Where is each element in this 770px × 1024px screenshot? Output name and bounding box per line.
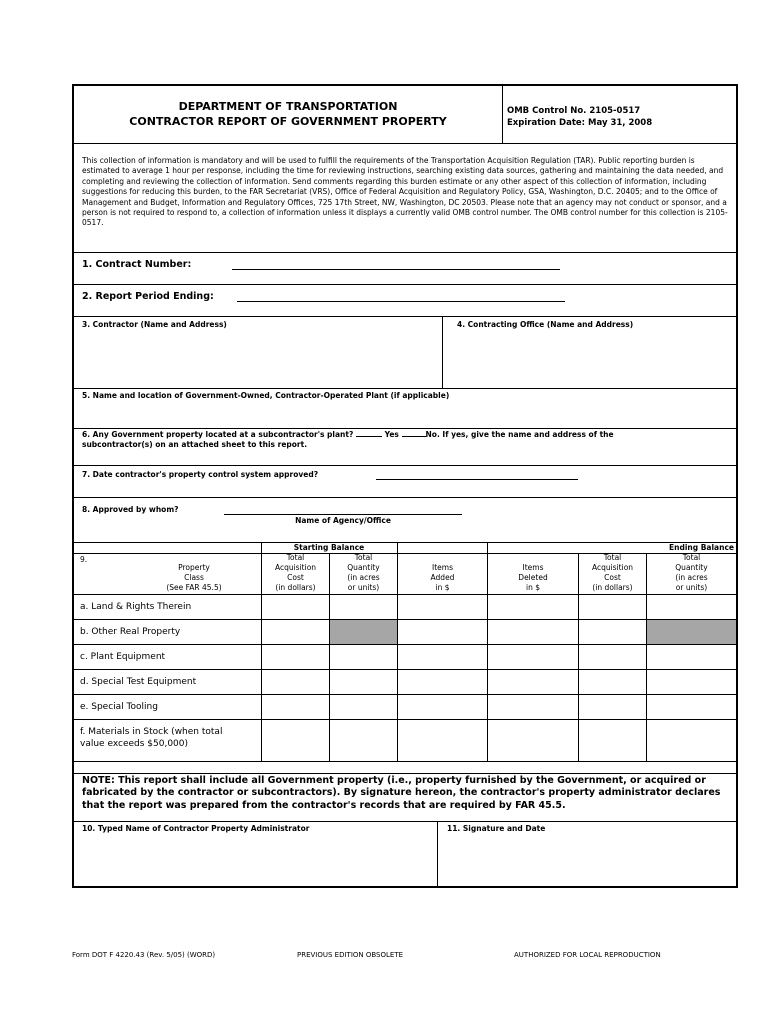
dept-title: DEPARTMENT OF TRANSPORTATION <box>178 100 398 113</box>
col-start-cost: Total Acquisition Cost (in dollars) <box>274 553 317 592</box>
starting-balance-header: Starting Balance <box>293 543 365 552</box>
row-materials-in-stock: f. Materials in Stock (when total <box>80 727 223 737</box>
form-frame <box>72 84 738 888</box>
contractor-label: 3. Contractor (Name and Address) <box>82 320 227 329</box>
agency-caption: Name of Agency/Office <box>295 516 391 525</box>
yes-blank[interactable] <box>356 436 382 437</box>
form-header <box>74 86 736 143</box>
no-label: No. <box>425 430 440 439</box>
subcontractor-question <box>82 430 732 441</box>
col-property-class: Property Class (See FAR 45.5) <box>166 563 222 592</box>
ending-balance-header: Ending Balance <box>668 543 734 552</box>
contracting-office-label: 4. Contracting Office (Name and Address) <box>457 320 634 329</box>
shaded-cell-end-qty <box>647 620 736 644</box>
note-text: NOTE: This report shall include all Government property (i.e., property furnished by the Government, or acquired or fabricated by the contractor or subcontractors). By signature hereon, the contractor's property administrator declares that the report was prepared from the contractor's records that are required by FAR 45.5. <box>82 775 721 811</box>
col-start-qty: Total Quantity (in acres or units) <box>347 553 380 592</box>
signature-date-label: 11. Signature and Date <box>447 824 546 833</box>
row-special-test-equipment: d. Special Test Equipment <box>80 677 197 687</box>
shaded-cell-start-qty <box>330 620 397 644</box>
omb-control: OMB Control No. 2105-0517 <box>507 106 641 116</box>
report-period-label: 2. Report Period Ending: <box>82 291 214 302</box>
administrator-name-field[interactable] <box>76 836 434 884</box>
edition-obsolete: PREVIOUS EDITION OBSOLETE <box>297 951 404 959</box>
expiration-date: Expiration Date: May 31, 2008 <box>507 118 653 128</box>
signature-date-field[interactable] <box>441 836 733 884</box>
contractor-field[interactable] <box>76 332 440 386</box>
property-table <box>74 542 736 761</box>
row-plant-equipment: c. Plant Equipment <box>80 652 166 662</box>
plant-location-label: 5. Name and location of Government-Owned, Contractor-Operated Plant (if applicable) <box>82 391 450 400</box>
table-number: 9. <box>80 555 88 564</box>
approval-date-field[interactable] <box>376 468 578 480</box>
report-title: CONTRACTOR REPORT OF GOVERNMENT PROPERTY <box>129 115 447 128</box>
contracting-office-field[interactable] <box>446 332 732 386</box>
col-items-added: Items Added in $ <box>430 563 455 592</box>
col-end-qty: Total Quantity (in acres or units) <box>675 553 708 592</box>
form-id: Form DOT F 4220.43 (Rev. 5/05) (WORD) <box>72 951 216 959</box>
no-blank[interactable] <box>402 436 426 437</box>
row-other-real-property: b. Other Real Property <box>80 627 181 637</box>
if-yes-text: If yes, give the name and address of the <box>442 430 614 439</box>
administrator-name-label: 10. Typed Name of Contractor Property Administrator <box>82 824 310 833</box>
col-end-cost: Total Acquisition Cost (in dollars) <box>591 553 634 592</box>
report-period-field[interactable] <box>237 289 565 302</box>
approved-by-label: 8. Approved by whom? <box>82 505 179 514</box>
yes-label: Yes <box>384 430 399 439</box>
subcontractor-question-text: 6. Any Government property located at a subcontractor's plant? <box>82 430 354 439</box>
contract-number-field[interactable] <box>232 257 560 270</box>
row-land: a. Land & Rights Therein <box>80 602 192 612</box>
local-reproduction: AUTHORIZED FOR LOCAL REPRODUCTION <box>514 951 661 959</box>
contract-number-label: 1. Contract Number: <box>82 259 192 270</box>
approval-date-label: 7. Date contractor's property control system approved? <box>82 470 319 479</box>
burden-notice: This collection of information is mandatory and will be used to fulfill the requirements of the Transportation Acquisition Regulation (TAR). Public reporting burden is estimated to average 1 hour per response, including the time for reviewing instructions, searching existing data sources, gathering and maintaining the data needed, and completing and reviewing the collection of information. Send comments regarding this burden estimate or any other aspect of this collection of information, including suggestions for reducing this burden, to the FAR Secretariat (VRS), Office of Federal Acquisition and Regulatory Policy, GSA, Washington, D.C. 20405; and to the Office of Management and Budget, Information and Regulatory Offices, 725 17th Street, NW, Washington, DC 20503. Please note that an agency may not conduct or sponsor, and a person is not required to respond to, a collection of information unless it displays a currently valid OMB control number. The OMB control number for this collection is 2105-0517. <box>82 156 728 228</box>
row-special-tooling: e. Special Tooling <box>80 702 158 712</box>
row-materials-in-stock-2: value exceeds $50,000) <box>80 739 189 749</box>
approved-by-field[interactable] <box>224 503 462 515</box>
subcontractor-question-2: subcontractor(s) on an attached sheet to this report. <box>82 440 308 449</box>
col-items-deleted: Items Deleted in $ <box>518 563 548 592</box>
